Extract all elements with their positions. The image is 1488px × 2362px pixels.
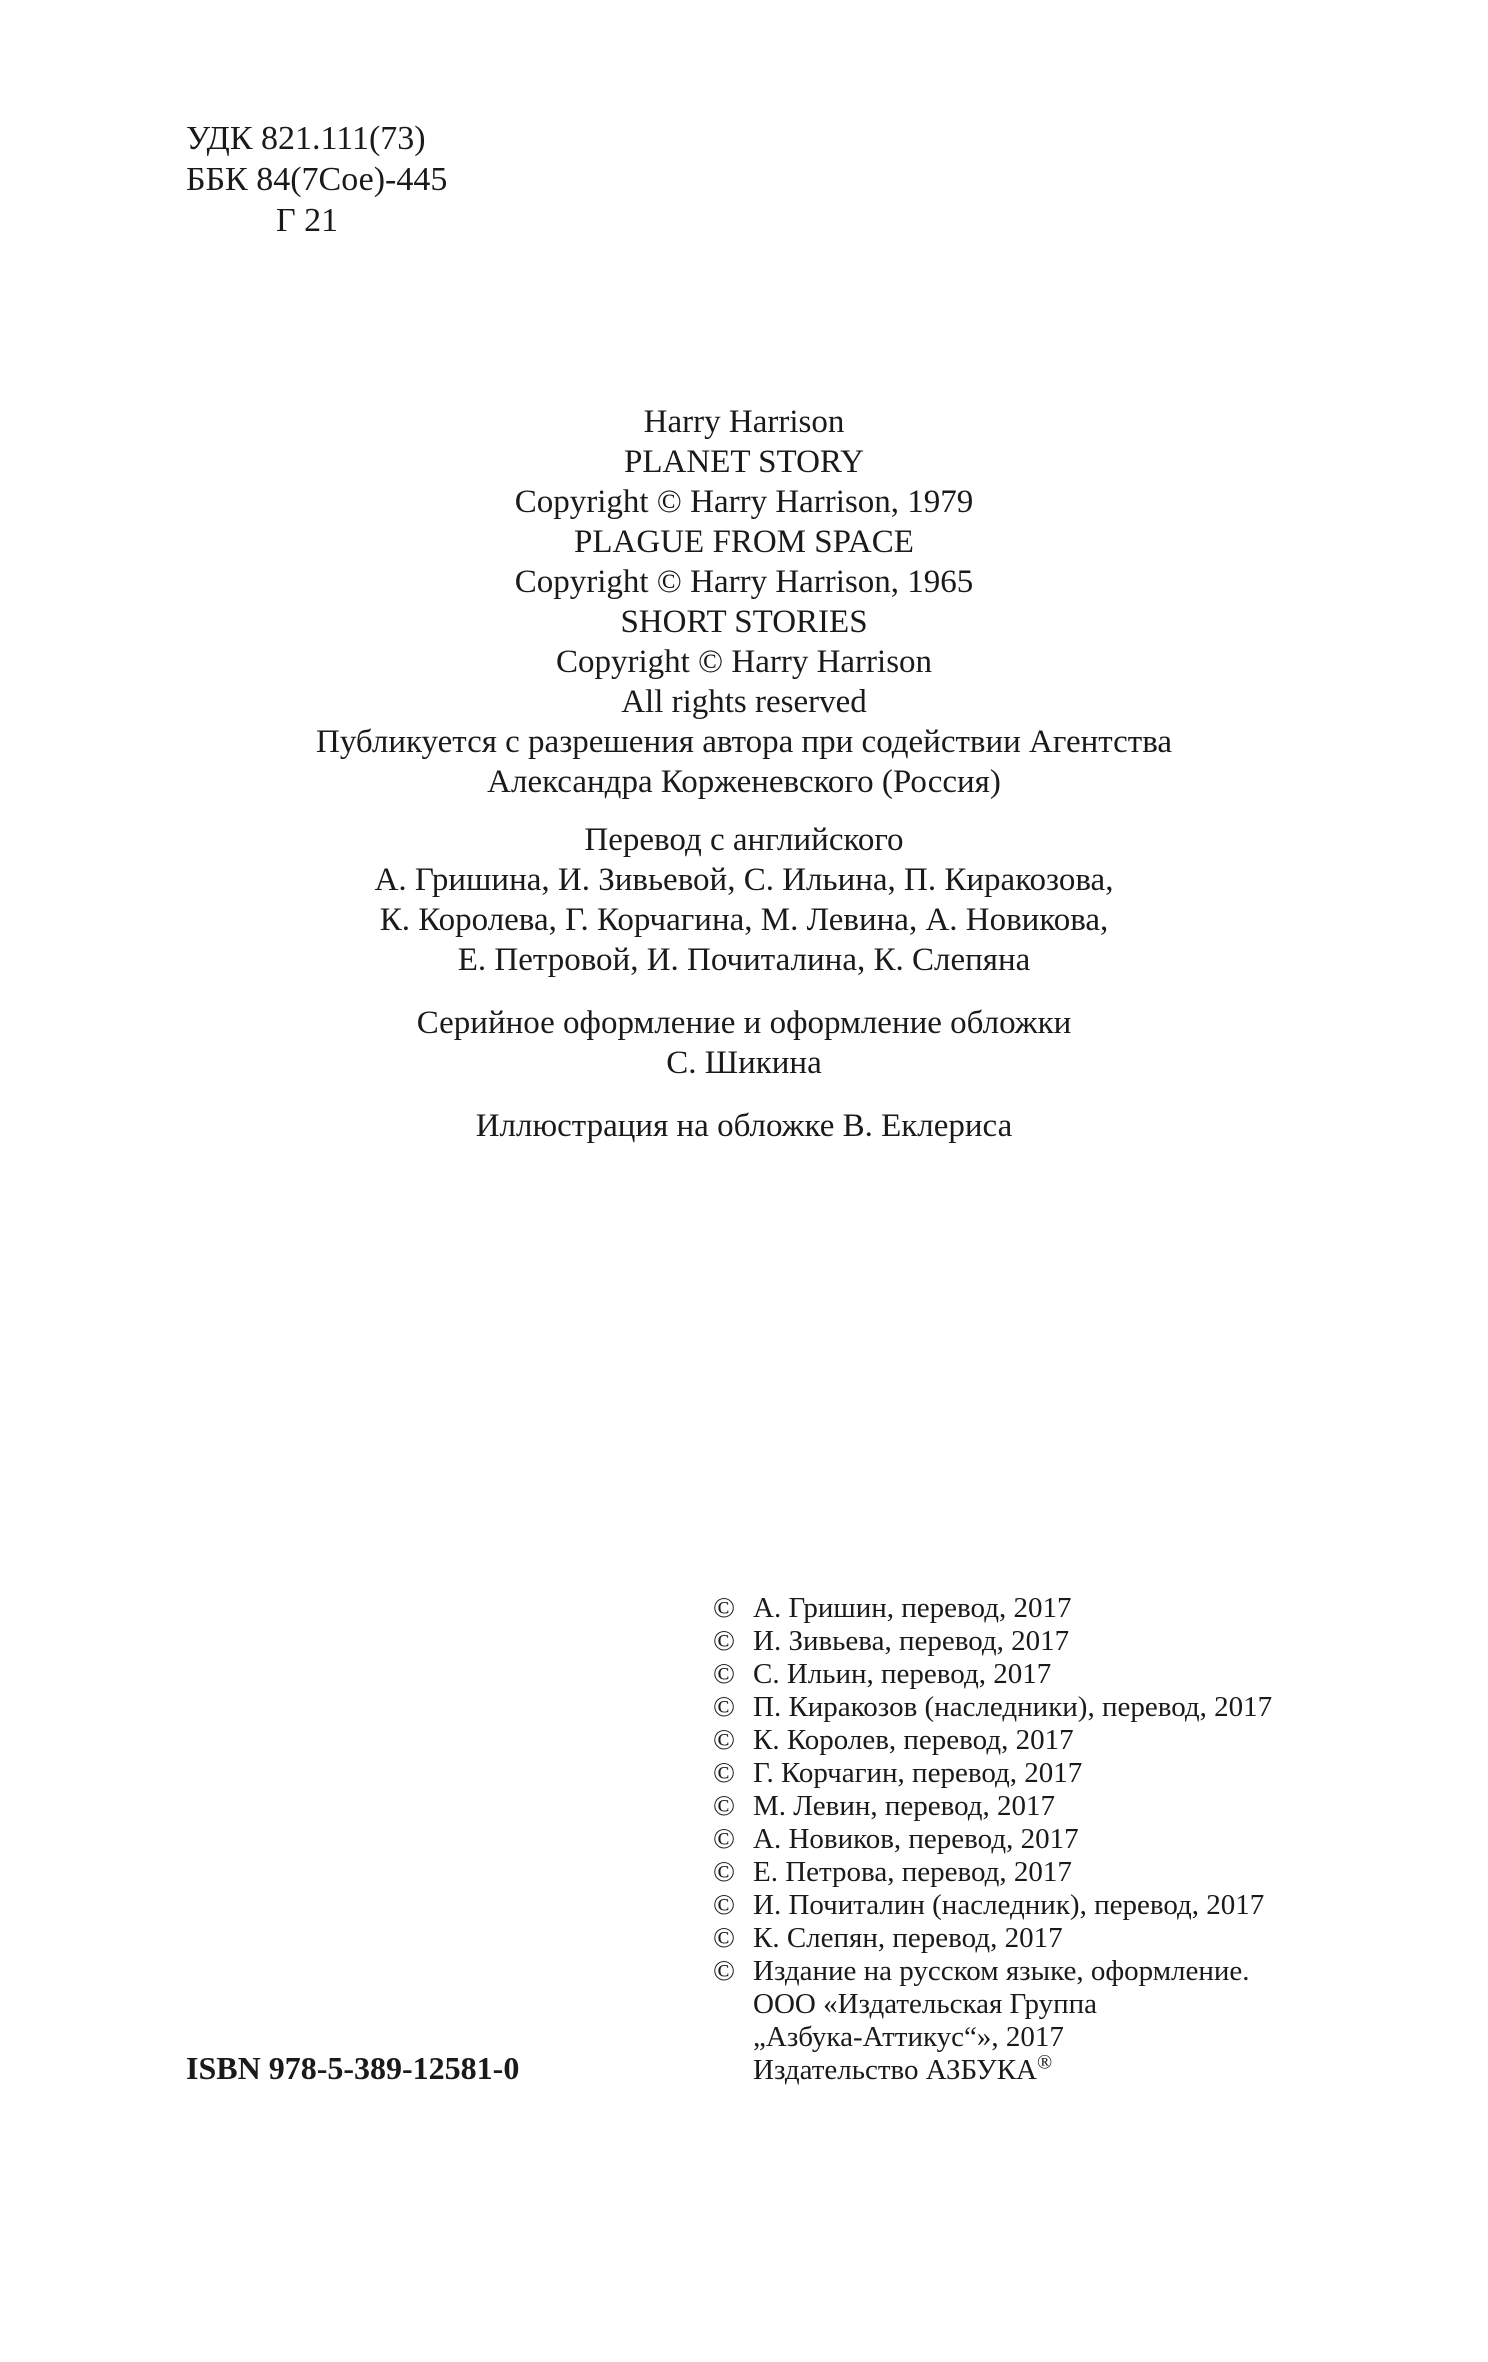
rights-item xyxy=(713,1724,1272,1757)
rights-item xyxy=(713,1922,1272,1955)
registered-trademark-symbol: ® xyxy=(1036,2051,1053,2074)
rights-text-content: ООО «Издательская Группа xyxy=(753,1988,1098,2020)
rights-text-line xyxy=(753,1790,1055,1823)
translation-heading: Перевод с английского xyxy=(584,822,904,858)
rights-text-line xyxy=(753,1691,1272,1724)
rights-text-content: С. Ильин, перевод, 2017 xyxy=(753,1658,1052,1690)
rights-text-content: М. Левин, перевод, 2017 xyxy=(753,1790,1056,1822)
udk-code: УДК 821.111(73) xyxy=(186,120,426,157)
isbn: ISBN 978-5-389-12581-0 xyxy=(186,2050,520,2086)
rights-item xyxy=(713,1592,1272,1625)
copyright-symbol: © xyxy=(713,1922,736,1954)
rights-text-content: А. Гришин, перевод, 2017 xyxy=(753,1592,1072,1624)
design-heading: Серийное оформление и оформление обложки xyxy=(416,1005,1072,1041)
rights-text-content: Е. Петрова, перевод, 2017 xyxy=(753,1856,1072,1888)
rights-text-content: И. Почиталин (наследник), перевод, 2017 xyxy=(753,1889,1265,1921)
rights-item xyxy=(713,1625,1272,1658)
rights-text xyxy=(753,1922,1063,1955)
copyright-symbol: © xyxy=(713,1823,736,1855)
rights-text-content: „Азбука-Аттикус“», 2017 xyxy=(753,2021,1064,2053)
bbk-code: ББК 84(7Сое)-445 xyxy=(186,161,448,198)
illustration-credit xyxy=(0,1106,1488,1146)
rights-text-line xyxy=(753,1757,1082,1790)
original-title: PLANET STORY xyxy=(624,444,864,480)
rights-text-line xyxy=(753,1823,1079,1856)
rights-text-content: И. Зивьева, перевод, 2017 xyxy=(753,1625,1070,1657)
rights-text-line xyxy=(753,1625,1069,1658)
copyright-symbol: © xyxy=(713,1790,736,1822)
rights-item xyxy=(713,1823,1272,1856)
rights-item xyxy=(713,1691,1272,1724)
rights-text xyxy=(753,1724,1074,1757)
rights-text-line xyxy=(753,2051,1250,2087)
rights-item xyxy=(713,1757,1272,1790)
rights-text-line xyxy=(753,1592,1071,1625)
translation-credits xyxy=(0,820,1488,980)
rights-item xyxy=(713,1889,1272,1922)
publication-permission: Публикуется с разрешения автора при содействии Агентства xyxy=(315,724,1172,760)
rights-text xyxy=(753,1790,1055,1823)
rights-text xyxy=(753,1625,1069,1658)
rights-text xyxy=(753,1856,1072,1889)
designer-name: С. Шикина xyxy=(666,1045,822,1081)
author-mark: Г 21 xyxy=(276,202,339,239)
rights-item xyxy=(713,1658,1272,1691)
rights-text xyxy=(753,1658,1051,1691)
rights-text xyxy=(753,1955,1250,2087)
rights-text-line xyxy=(753,1856,1072,1889)
translator-names: А. Гришина, И. Зивьевой, С. Ильина, П. Киракозова, xyxy=(374,862,1114,898)
rights-text-line xyxy=(753,2021,1250,2054)
translation-rights-list xyxy=(713,1592,1272,2087)
copyright-symbol: © xyxy=(713,1889,736,1921)
rights-text-content: Издательство АЗБУКА xyxy=(753,2054,1037,2086)
rights-item xyxy=(713,1955,1272,2087)
rights-text xyxy=(753,1691,1272,1724)
copyright-line: Copyright © Harry Harrison, 1979 xyxy=(514,484,974,520)
original-title: PLAGUE FROM SPACE xyxy=(574,524,914,560)
rights-text xyxy=(753,1757,1082,1790)
design-credits xyxy=(0,1003,1488,1083)
rights-text-content: А. Новиков, перевод, 2017 xyxy=(753,1823,1079,1855)
rights-text-line xyxy=(753,1724,1074,1757)
rights-text-content: Г. Корчагин, перевод, 2017 xyxy=(753,1757,1083,1789)
rights-text xyxy=(753,1889,1264,1922)
original-copyright-block xyxy=(0,402,1488,802)
classification-codes xyxy=(186,118,447,241)
copyright-symbol: © xyxy=(713,1691,736,1723)
rights-text-line xyxy=(753,1988,1250,2021)
original-title: SHORT STORIES xyxy=(620,604,868,640)
copyright-symbol: © xyxy=(713,1724,736,1756)
rights-text-content: К. Королев, перевод, 2017 xyxy=(753,1724,1074,1756)
copyright-symbol: © xyxy=(713,1625,736,1657)
rights-text-line xyxy=(753,1922,1063,1955)
publication-permission: Александра Корженевского (Россия) xyxy=(487,764,1001,800)
rights-text-line xyxy=(753,1955,1250,1988)
copyright-symbol: © xyxy=(713,1856,736,1888)
rights-text-line xyxy=(753,1889,1264,1922)
copyright-symbol: © xyxy=(713,1592,736,1624)
rights-text xyxy=(753,1592,1071,1625)
copyright-line: Copyright © Harry Harrison, 1965 xyxy=(514,564,974,600)
author-name: Harry Harrison xyxy=(643,404,845,440)
rights-text-content: К. Слепян, перевод, 2017 xyxy=(753,1922,1063,1954)
rights-text xyxy=(753,1823,1079,1856)
copyright-symbol: © xyxy=(713,1658,736,1690)
copyright-symbol: © xyxy=(713,1757,736,1789)
translator-names: Е. Петровой, И. Почиталина, К. Слепяна xyxy=(457,942,1031,978)
rights-item xyxy=(713,1790,1272,1823)
rights-item xyxy=(713,1856,1272,1889)
copyright-line: Copyright © Harry Harrison xyxy=(555,644,933,680)
copyright-symbol: © xyxy=(713,1955,736,1987)
illustration-line: Иллюстрация на обложке В. Еклериса xyxy=(475,1108,1013,1144)
rights-text-line xyxy=(753,1658,1051,1691)
rights-text-content: Издание на русском языке, оформление. xyxy=(753,1955,1250,1987)
rights-reserved: All rights reserved xyxy=(621,684,867,720)
rights-text-content: П. Киракозов (наследники), перевод, 2017 xyxy=(753,1691,1273,1723)
translator-names: К. Королева, Г. Корчагина, М. Левина, А. Новикова, xyxy=(379,902,1109,938)
